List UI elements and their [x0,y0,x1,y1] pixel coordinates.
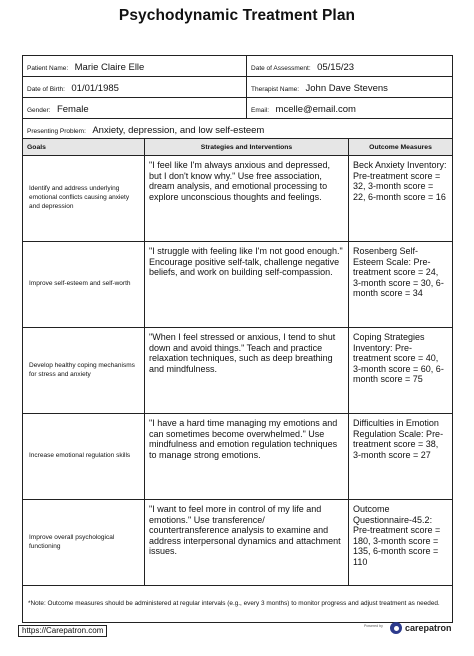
patient-name-label: Patient Name: [27,65,69,72]
brand-name: carepatron [405,623,452,633]
table-row [23,328,453,414]
patient-name-cell [23,56,247,77]
dob-cell [23,77,247,98]
strategy-cell: "I want to feel more in control of my life and emotions." Use transference/ countertransference analysis to examine and address interpersonal dynamics and attachment issues. [145,500,349,586]
strategies-header: Strategies and Interventions [145,139,349,156]
assessment-date-label: Date of Assessment: [251,65,311,72]
assessment-date-cell [247,56,453,77]
carepatron-link[interactable]: https://Carepatron.com [18,625,107,637]
table-row [23,414,453,500]
gender-value: Female [56,104,89,115]
problem-cell [23,119,453,139]
problem-row [23,119,453,139]
strategy-cell: "I feel like I'm always anxious and depressed, but I don't know why." Use free association, dream analysis, and emotional processing to explore unconscious thoughts and feelings. [145,156,349,242]
carepatron-logo [390,621,452,635]
email-value: mcelle@email.com [275,104,356,115]
dob-label: Date of Birth: [27,86,65,93]
gender-cell [23,98,247,119]
outcomes-header: Outcome Measures [349,139,453,156]
table-row [23,242,453,328]
email-cell [247,98,453,119]
therapist-value: John Dave Stevens [305,83,388,94]
goals-header: Goals [23,139,145,156]
strategy-cell: "I struggle with feeling like I'm not good enough." Encourage positive self-talk, challenge negative beliefs, and work on building self-compassion. [145,242,349,328]
gender-label: Gender: [27,107,51,114]
outcome-cell: Difficulties in Emotion Regulation Scale: Pre-treatment score = 38, 3-month score = 27 [349,414,453,500]
outcome-cell: Rosenberg Self-Esteem Scale: Pre-treatment score = 24, 3-month score = 30, 6-month score = 34 [349,242,453,328]
note-row [23,586,453,623]
problem-value: Anxiety, depression, and low self-esteem [92,124,265,136]
dob-value: 01/01/1985 [71,83,119,94]
table-row [23,156,453,242]
info-row-3 [23,98,453,119]
table-row [23,500,453,586]
goal-cell: Identify and address underlying emotional conflicts causing anxiety and depression [23,156,145,242]
goal-cell: Increase emotional regulation skills [23,414,145,500]
strategy-cell: "I have a hard time managing my emotions and can sometimes become overwhelmed." Use mindfulness and emotion regulation techniques to manage strong emotions. [145,414,349,500]
info-row-2 [23,77,453,98]
info-row-1 [23,56,453,77]
page-title: Psychodynamic Treatment Plan [118,7,356,24]
goal-cell: Improve overall psychological functioning [23,500,145,586]
carepatron-logo-icon [390,622,402,634]
note-text: *Note: Outcome measures should be administered at regular intervals (e.g., every 3 months) to monitor progress and adjust treatment as needed. [23,586,453,623]
outcome-cell: Outcome Questionnaire-45.2: Pre-treatment score = 180, 3-month score = 135, 6-month score = 110 [349,500,453,586]
goal-cell: Develop healthy coping mechanisms for stress and anxiety [23,328,145,414]
therapist-cell [247,77,453,98]
strategy-cell: "When I feel stressed or anxious, I tend to shut down and avoid things." Teach and practice relaxation techniques, such as deep breathing and mindfulness. [145,328,349,414]
email-label: Email: [251,107,270,114]
goal-cell: Improve self-esteem and self-worth [23,242,145,328]
treatment-plan-table [22,55,453,623]
assessment-date-value: 05/15/23 [317,62,355,73]
therapist-label: Therapist Name: [251,86,300,93]
powered-by-text: Powered by [364,624,383,628]
outcome-cell: Beck Anxiety Inventory: Pre-treatment score = 32, 3-month score = 22, 6-month score = 16 [349,156,453,242]
table-header-row [23,139,453,156]
outcome-cell: Coping Strategies Inventory: Pre-treatment score = 40, 3-month score = 60, 6-month score = 75 [349,328,453,414]
problem-label: Presenting Problem: [27,127,86,135]
patient-name-value: Marie Claire Elle [74,62,145,73]
